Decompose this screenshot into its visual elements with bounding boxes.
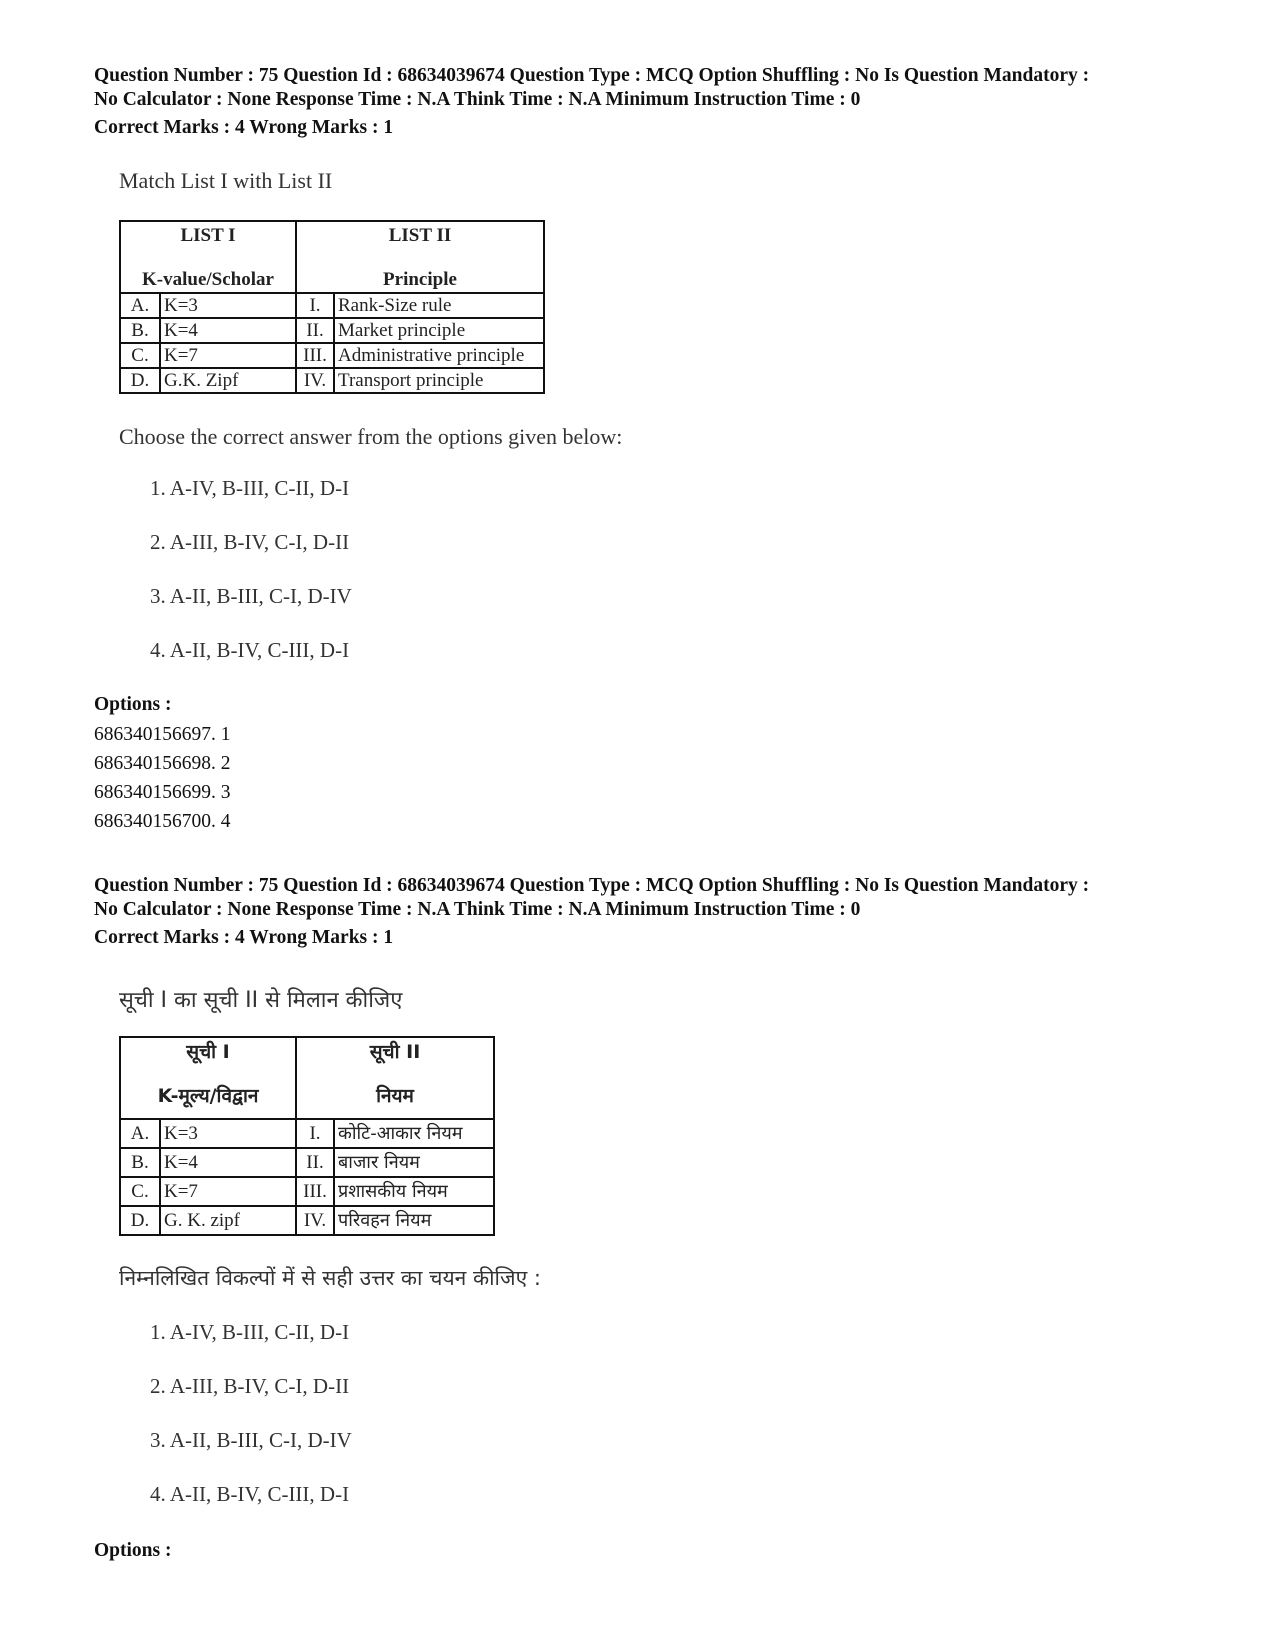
option-item: 686340156700. 4 [94,811,231,832]
question-intro: Match List I with List II [119,168,333,193]
option-item: 686340156698. 2 [94,753,231,774]
row-value: K=4 [160,1148,296,1177]
row-label: D. [120,368,160,393]
row-principle: प्रशासकीय नियम [334,1177,494,1206]
row-label: C. [120,1177,160,1206]
row-roman: II. [296,318,334,343]
list1-subtitle: K-मूल्य/विद्वान [157,1085,259,1107]
list1-title: सूची I [186,1041,230,1063]
meta-line-2: No Calculator : None Response Time : N.A Think Time : N.A Minimum Instruction Time : 0 [94,89,861,110]
row-value: G. K. zipf [160,1206,296,1235]
match-table [119,220,545,394]
answer-choice-3: 3. A-II, B-III, C-I, D-IV [150,1428,352,1452]
options-list [94,720,231,836]
row-value: K=3 [160,293,296,318]
table-row [120,343,544,368]
row-roman: I. [296,293,334,318]
table-row [120,1206,494,1235]
row-label: B. [120,1148,160,1177]
table-row [120,1148,494,1177]
row-value: K=3 [160,1119,296,1148]
marks-line: Correct Marks : 4 Wrong Marks : 1 [94,117,394,138]
options-label: Options : [94,694,172,715]
list1-header [120,221,296,293]
row-principle: Rank-Size rule [334,293,544,318]
option-item: 686340156697. 1 [94,724,231,745]
row-roman: III. [296,343,334,368]
meta-line-2: No Calculator : None Response Time : N.A Think Time : N.A Minimum Instruction Time : 0 [94,899,861,920]
list2-title: सूची II [369,1041,421,1063]
row-principle: Market principle [334,318,544,343]
meta-line-1: Question Number : 75 Question Id : 68634039674 Question Type : MCQ Option Shuffling : No Is Question Mandatory : [94,875,1090,896]
marks-line: Correct Marks : 4 Wrong Marks : 1 [94,927,394,948]
table-row [120,293,544,318]
row-roman: II. [296,1148,334,1177]
row-label: A. [120,293,160,318]
row-label: C. [120,343,160,368]
list1-title: LIST I [180,225,236,246]
list2-header [296,1037,494,1119]
row-value: K=4 [160,318,296,343]
row-label: A. [120,1119,160,1148]
choose-instruction: Choose the correct answer from the options given below: [119,424,623,449]
options-label: Options : [94,1540,172,1561]
row-value: G.K. Zipf [160,368,296,393]
row-roman: I. [296,1119,334,1148]
list2-header [296,221,544,293]
meta-line-1: Question Number : 75 Question Id : 68634039674 Question Type : MCQ Option Shuffling : No Is Question Mandatory : [94,65,1090,86]
answer-choice-1: 1. A-IV, B-III, C-II, D-I [150,1320,350,1344]
answer-choice-4: 4. A-II, B-IV, C-III, D-I [150,1482,350,1506]
list2-subtitle: Principle [383,269,457,290]
row-label: B. [120,318,160,343]
table-row [120,1119,494,1148]
row-label: D. [120,1206,160,1235]
question-meta [94,64,1089,140]
question-intro: सूची I का सूची II से मिलान कीजिए [119,988,403,1013]
answer-choice-1: 1. A-IV, B-III, C-II, D-I [150,476,350,500]
row-value: K=7 [160,1177,296,1206]
list1-subtitle: K-value/Scholar [142,269,274,290]
row-principle: Administrative principle [334,343,544,368]
row-principle: Transport principle [334,368,544,393]
row-roman: IV. [296,1206,334,1235]
row-principle: परिवहन नियम [334,1206,494,1235]
option-item: 686340156699. 3 [94,782,231,803]
table-row [120,1177,494,1206]
list1-header [120,1037,296,1119]
list2-subtitle: नियम [376,1085,414,1107]
question-meta [94,874,1089,950]
table-row [120,368,544,393]
answer-choice-2: 2. A-III, B-IV, C-I, D-II [150,1374,350,1398]
row-principle: कोटि-आकार नियम [334,1119,494,1148]
row-roman: III. [296,1177,334,1206]
answer-choice-3: 3. A-II, B-III, C-I, D-IV [150,584,352,608]
answer-choice-2: 2. A-III, B-IV, C-I, D-II [150,530,350,554]
table-row [120,318,544,343]
answer-choice-4: 4. A-II, B-IV, C-III, D-I [150,638,350,662]
row-roman: IV. [296,368,334,393]
row-principle: बाजार नियम [334,1148,494,1177]
choose-instruction: निम्नलिखित विकल्पों में से सही उत्तर का चयन कीजिए : [119,1266,541,1290]
match-table [119,1036,495,1236]
row-value: K=7 [160,343,296,368]
list2-title: LIST II [388,225,452,246]
